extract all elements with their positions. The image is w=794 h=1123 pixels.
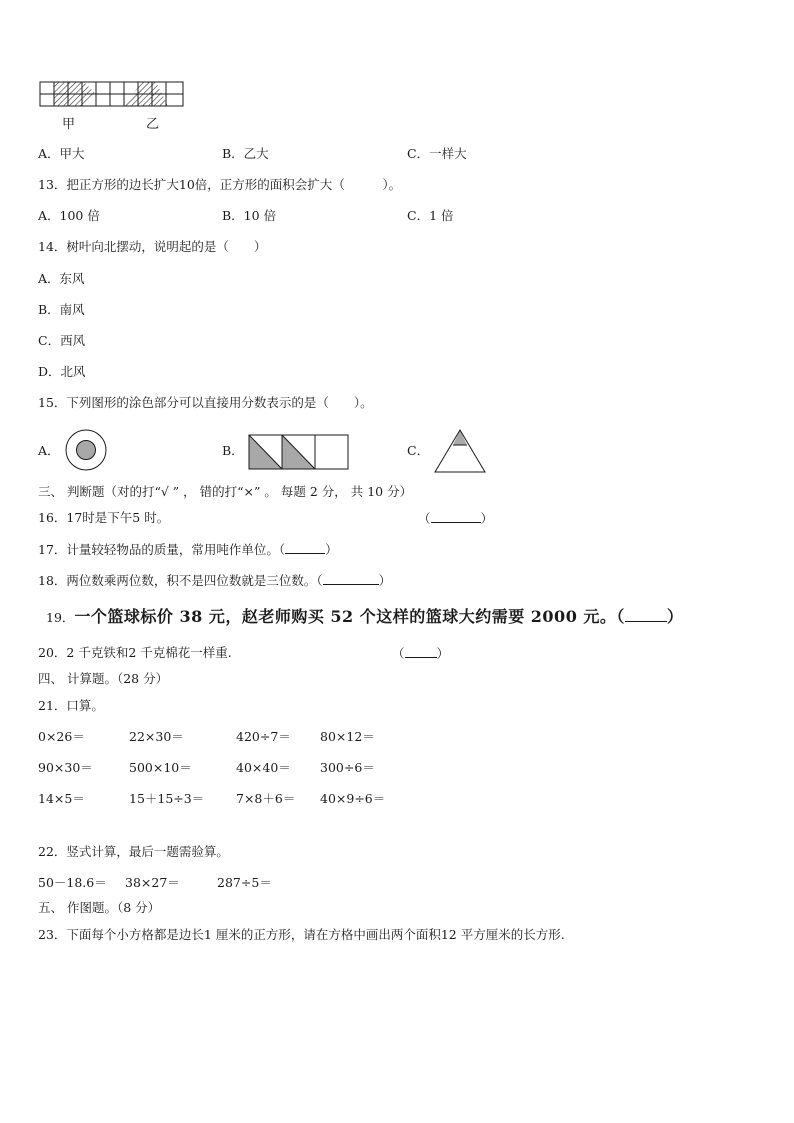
q13-option-c[interactable]: C．1 倍 [407, 208, 454, 223]
paren-right: ） [436, 646, 450, 661]
q23-text: 23．下面每个小方格都是边长1 厘米的正方形，请在方格中画出两个面积12 平方厘米的长方形. [38, 927, 565, 942]
calc-item: 40×9÷6＝ [320, 791, 386, 806]
calc-item: 22×30＝ [129, 729, 184, 744]
q16-text: 16．17时是下午5 时。 [38, 510, 170, 525]
q13-option-a[interactable]: A．100 倍 [38, 208, 100, 223]
vertical-calc-item: 38×27＝ [125, 875, 180, 890]
triangle-figure [433, 428, 487, 474]
q12-option-b[interactable]: B．乙大 [222, 146, 269, 161]
q15-option-b[interactable]: B． [222, 443, 244, 458]
q13-question: 13．把正方形的边长扩大10倍，正方形的面积会扩大（ ）。 [38, 177, 402, 192]
q20-text: 20．2 千克铁和2 千克棉花一样重. [38, 645, 232, 660]
calc-item: 14×5＝ [38, 791, 85, 806]
calc-item: 300÷6＝ [320, 760, 375, 775]
paren-left: （ [392, 646, 405, 661]
calc-item: 80×12＝ [320, 729, 375, 744]
squares-figure [248, 434, 352, 470]
answer-blank[interactable] [285, 543, 325, 554]
q12-option-a[interactable]: A．甲大 [38, 146, 85, 161]
section3-title: 三、 判断题（对的打“√ ” ， 错的打“×” 。 每题 2 分， 共 10 分） [38, 484, 413, 499]
q18-text: 18．两位数乘两位数，积不是四位数就是三位数。（ [38, 573, 323, 588]
q18-line [38, 574, 391, 588]
q14-question: 14．树叶向北摆动，说明起的是（ ） [38, 239, 267, 254]
calc-item: 40×40＝ [236, 760, 291, 775]
q15-option-c[interactable]: C． [407, 443, 430, 458]
figure-label-b: 乙 [146, 117, 160, 132]
q14-option-b[interactable]: B．南风 [38, 302, 85, 317]
paren-right: ） [480, 511, 494, 526]
q19-line [46, 609, 683, 625]
q15-question: 15．下列图形的涂色部分可以直接用分数表示的是（ ）。 [38, 395, 373, 410]
q14-option-a[interactable]: A．东风 [38, 271, 85, 286]
circle-figure [64, 428, 108, 472]
paren-left: （ [418, 511, 431, 526]
calc-item: 90×30＝ [38, 760, 93, 775]
paren-right: ） [666, 607, 684, 626]
q22-title: 22．竖式计算，最后一题需验算。 [38, 844, 229, 859]
q13-option-b[interactable]: B．10 倍 [222, 208, 277, 223]
q12-grid-figure [38, 80, 188, 110]
calc-item: 7×8＋6＝ [236, 791, 296, 806]
answer-blank[interactable] [431, 512, 481, 523]
q14-option-c[interactable]: C．西风 [38, 333, 86, 348]
paren-right: ） [325, 542, 338, 557]
vertical-calc-item: 50－18.6＝ [38, 875, 107, 890]
q19-number: 19． [46, 610, 75, 625]
q15-option-a[interactable]: A． [38, 443, 60, 458]
calc-item: 420÷7＝ [236, 729, 291, 744]
calc-item: 500×10＝ [129, 760, 192, 775]
answer-blank[interactable] [405, 647, 437, 658]
section4-title: 四、 计算题。（28 分） [38, 671, 169, 686]
q19-text: 一个篮球标价 38 元，赵老师购买 52 个这样的篮球大约需要 2000 元。（ [74, 607, 625, 626]
calc-item: 0×26＝ [38, 729, 85, 744]
vertical-calc-item: 287÷5＝ [217, 875, 272, 890]
figure-label-a: 甲 [62, 117, 76, 132]
q21-title: 21．口算。 [38, 698, 104, 713]
q17-text: 17．计量较轻物品的质量，常用吨作单位。（ [38, 542, 286, 557]
calc-item: 15＋15÷3＝ [129, 791, 205, 806]
q12-option-c[interactable]: C．一样大 [407, 146, 467, 161]
answer-blank[interactable] [323, 574, 379, 585]
q20-answer[interactable] [392, 647, 449, 661]
section5-title: 五、 作图题。（8 分） [38, 900, 161, 915]
paren-right: ） [378, 573, 392, 588]
q14-option-d[interactable]: D．北风 [38, 364, 86, 379]
answer-blank[interactable] [625, 611, 667, 622]
q16-answer[interactable] [418, 512, 493, 526]
q17-line [38, 543, 338, 557]
